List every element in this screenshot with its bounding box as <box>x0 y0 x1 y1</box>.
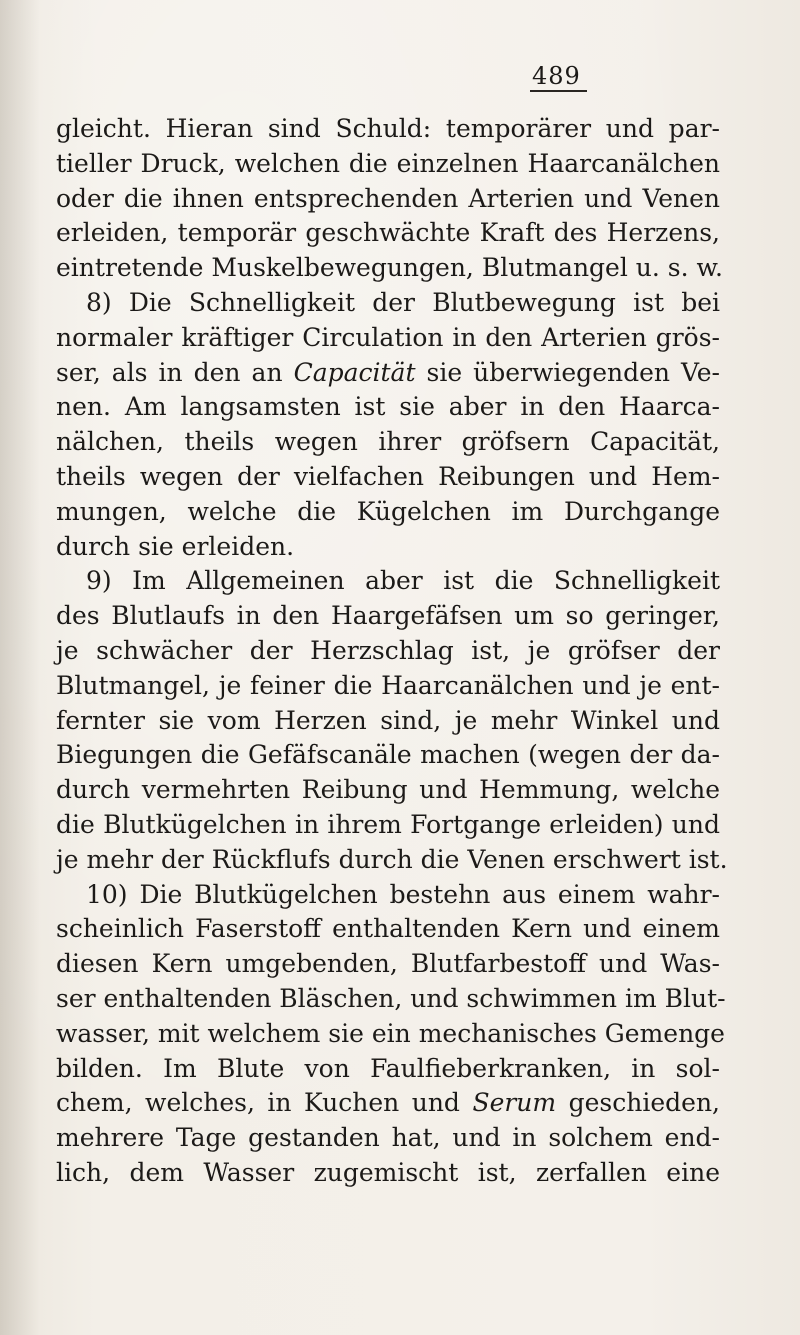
text-line: nen. Am langsamsten ist sie aber in den Haarca- <box>56 392 720 422</box>
text-line: bilden. Im Blute von Faulfieberkranken, in sol- <box>56 1053 720 1083</box>
text-line: gleicht. Hieran sind Schuld: temporärer und par- <box>56 114 720 143</box>
text-line: ser enthaltenden Bläschen, und schwimmen im Blut- <box>56 983 726 1013</box>
text-line: fernter sie vom Herzen sind, je mehr Winkel und <box>56 705 720 735</box>
text-line: nälchen, theils wegen ihrer gröfsern Capacität, <box>56 427 720 457</box>
text-line: theils wegen der vielfachen Reibungen und Hem- <box>56 461 720 491</box>
binding-shadow <box>0 0 40 1335</box>
paragraph-10-start: 10) Die Blutkügelchen bestehn aus einem wahr- <box>86 879 720 909</box>
text-line-with-italic <box>56 1086 720 1121</box>
text-line: tieller Druck, welchen die einzelnen Haarcanälchen <box>56 148 720 178</box>
text-line: scheinlich Faserstoff enthaltenden Kern und einem <box>56 914 720 944</box>
italic-term: Capacität <box>293 357 416 387</box>
page-number: 489 <box>530 62 587 92</box>
text-line: Biegungen die Gefäfscanäle machen (wegen der da- <box>56 740 720 770</box>
text-line: lich, dem Wasser zugemischt ist, zerfallen eine <box>56 1157 720 1187</box>
text-line: die Blutkügelchen in ihrem Fortgange erleiden) und <box>56 809 720 839</box>
text-line: eintretende Muskelbewegungen, Blutmangel u. s. w. <box>56 253 723 283</box>
text-line: durch vermehrten Reibung und Hemmung, welche <box>56 775 720 805</box>
text-line: mungen, welche die Kügelchen im Durchgange <box>56 496 720 526</box>
text-line: mehrere Tage gestanden hat, und in solchem end- <box>56 1123 720 1153</box>
text-line-with-italic <box>56 356 720 391</box>
text-line: wasser, mit welchem sie ein mechanisches Gemenge <box>56 1018 725 1048</box>
paragraph-8-start: 8) Die Schnelligkeit der Blutbewegung ist bei <box>86 287 720 317</box>
text-line: diesen Kern umgebenden, Blutfarbestoff und Was- <box>56 949 720 979</box>
text-line: je schwächer der Herzschlag ist, je gröfser der <box>56 635 720 665</box>
italic-term: Serum <box>472 1088 557 1118</box>
text-line: durch sie erleiden. <box>56 531 295 561</box>
text-line: des Blutlaufs in den Haargefäfsen um so geringer, <box>56 601 720 631</box>
text-line: je mehr der Rückflufs durch die Venen erschwert ist. <box>56 844 728 874</box>
body-text <box>56 112 728 1191</box>
text-segment: chem, welches, in Kuchen und <box>56 1088 460 1118</box>
text-line: Blutmangel, je feiner die Haarcanälchen und je ent- <box>56 670 720 700</box>
text-segment: ser, als in den an <box>56 357 283 387</box>
text-segment: geschieden, <box>568 1088 720 1118</box>
paragraph-9-start: 9) Im Allgemeinen aber ist die Schnelligkeit <box>86 566 720 596</box>
text-line: normaler kräftiger Circulation in den Arterien grös- <box>56 322 720 352</box>
text-line: oder die ihnen entsprechenden Arterien und Venen <box>56 183 720 213</box>
text-line: erleiden, temporär geschwächte Kraft des Herzens, <box>56 218 720 248</box>
text-segment: sie überwiegenden Ve- <box>426 357 720 387</box>
